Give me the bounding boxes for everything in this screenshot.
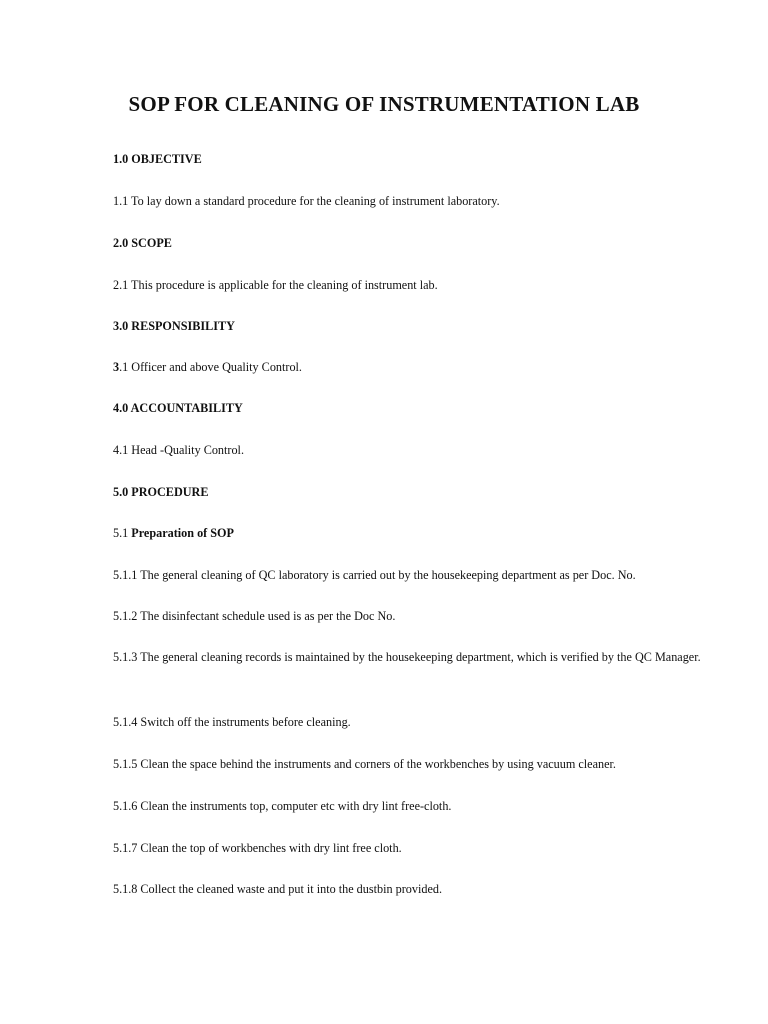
paragraph-5-1-1: 5.1.1 The general cleaning of QC laboratory is carried out by the housekeeping department as per Doc. No. (113, 568, 636, 582)
paragraph-5-1-6: 5.1.6 Clean the instruments top, computer etc with dry lint free-cloth. (113, 799, 452, 813)
section-heading-scope: 2.0 SCOPE (113, 236, 172, 250)
section-heading-accountability: 4.0 ACCOUNTABILITY (113, 401, 243, 415)
paragraph-5-1-3: 5.1.3 The general cleaning records is maintained by the housekeeping department, which is verified by the QC Manager. (113, 650, 701, 664)
paragraph-4-1: 4.1 Head -Quality Control. (113, 443, 244, 457)
document-title: SOP FOR CLEANING OF INSTRUMENTATION LAB (128, 92, 640, 116)
paragraph-3-1 (113, 358, 302, 376)
paragraph-5-1-title: Preparation of SOP (131, 526, 234, 540)
paragraph-3-1-number: 3 (113, 360, 120, 374)
paragraph-5-1-number: 5.1 (113, 526, 132, 540)
paragraph-3-1-text: .1 Officer and above Quality Control. (119, 360, 302, 374)
paragraph-5-1-8: 5.1.8 Collect the cleaned waste and put it into the dustbin provided. (113, 882, 442, 896)
section-heading-objective: 1.0 OBJECTIVE (113, 152, 202, 166)
paragraph-1-1: 1.1 To lay down a standard procedure for the cleaning of instrument laboratory. (113, 194, 500, 208)
paragraph-2-1: 2.1 This procedure is applicable for the cleaning of instrument lab. (113, 278, 438, 292)
paragraph-5-1-7: 5.1.7 Clean the top of workbenches with dry lint free cloth. (113, 841, 402, 855)
paragraph-5-1-4: 5.1.4 Switch off the instruments before cleaning. (113, 715, 351, 729)
paragraph-5-1-5: 5.1.5 Clean the space behind the instruments and corners of the workbenches by using vacuum cleaner. (113, 757, 616, 771)
paragraph-5-1-2: 5.1.2 The disinfectant schedule used is as per the Doc No. (113, 609, 396, 623)
section-heading-responsibility: 3.0 RESPONSIBILITY (113, 319, 235, 333)
section-heading-procedure: 5.0 PROCEDURE (113, 485, 209, 499)
paragraph-5-1 (113, 524, 234, 542)
